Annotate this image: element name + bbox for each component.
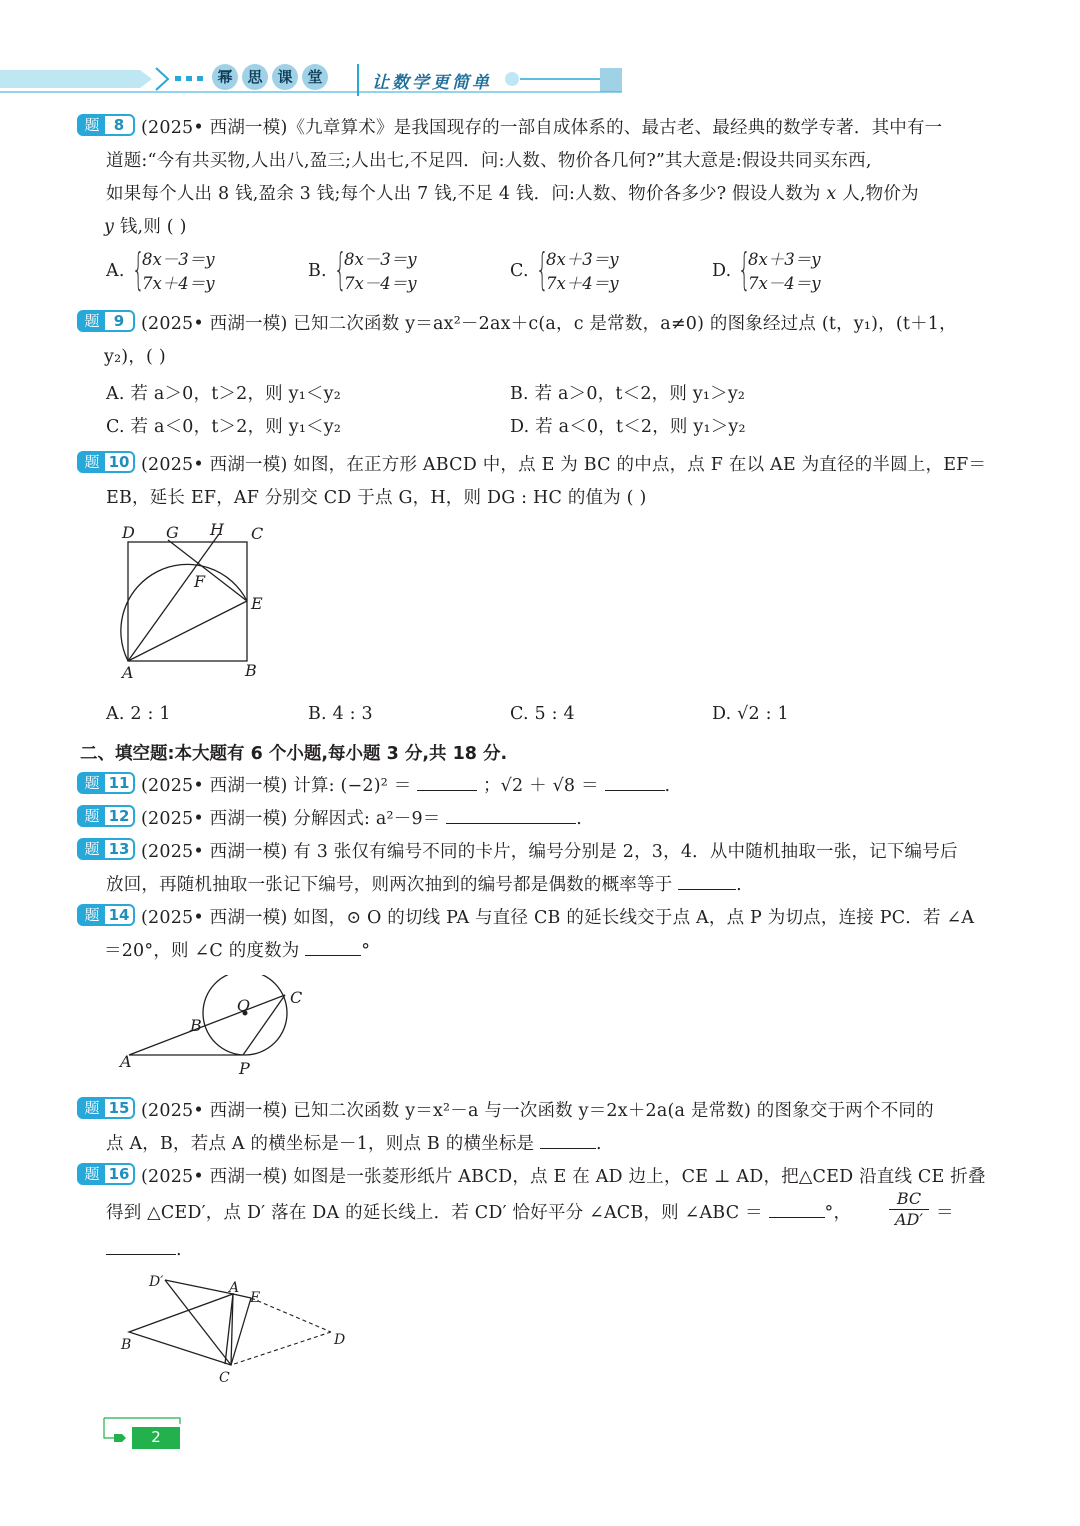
q9-option-b[interactable]: B. 若 a＞0，t＜2，则 y₁＞y₂ — [510, 384, 746, 404]
fig16-label-dprime: D′ — [149, 1274, 164, 1290]
fig16-label-b: B — [121, 1337, 132, 1353]
q15-line1: (2025• 西湖一模) 已知二次函数 y＝x²－a 与一次函数 y＝2x＋2a(a 是常数) 的图象交于两个不同的 — [141, 1101, 934, 1121]
q13-line1: (2025• 西湖一模) 有 3 张仅有编号不同的卡片，编号分别是 2，3，4．从中随机抽取一张，记下编号后 — [141, 842, 958, 862]
question-tag-11: 题 11 — [77, 772, 135, 794]
q16-blank-2[interactable] — [106, 1240, 176, 1255]
fig16-label-d: D — [334, 1332, 346, 1348]
q8-line1: (2025• 西湖一模)《九章算术》是我国现存的一部自成体系的、最古老、最经典的数学专著．其中有一 — [141, 118, 943, 138]
q16-blank-1[interactable] — [769, 1203, 825, 1218]
q10-line1: (2025• 西湖一模) 如图，在正方形 ABCD 中，点 E 为 BC 的中点，点 F 在以 AE 为直径的半圆上，EF＝ — [141, 455, 987, 475]
q8-option-b[interactable]: B. { 8x－3＝y 7x－4＝y — [308, 244, 417, 295]
brand-char: 幂 — [212, 64, 238, 90]
q16-line3: . — [106, 1240, 182, 1260]
question-tag-15: 题 15 — [77, 1097, 135, 1119]
q11-text: (2025• 西湖一模) 计算: (−2)² ＝ ；√2 ＋ √8 ＝ . — [141, 776, 671, 796]
question-tag-12: 题 12 — [77, 805, 135, 827]
q11-blank-1[interactable] — [417, 776, 477, 791]
question-tag-9: 题 9 — [77, 310, 135, 332]
q14-blank[interactable] — [305, 941, 361, 956]
header-slogan: 让数学更简单 — [372, 73, 492, 93]
q14-line1: (2025• 西湖一模) 如图，⊙ O 的切线 PA 与直径 CB 的延长线交于点 A，点 P 为切点，连接 PC．若 ∠A — [141, 908, 975, 928]
question-tag-13: 题 13 — [77, 838, 135, 860]
q10-figure-square — [110, 518, 290, 688]
q8-line3: 如果每个人出 8 钱,盈余 3 钱;每个人出 7 钱,不足 4 钱．问:人数、物价各多少? 假设人数为 x 人,物价为 — [106, 184, 919, 204]
question-tag-16: 题 16 — [77, 1163, 135, 1185]
footer-page-badge — [100, 1414, 182, 1450]
q9-line1: (2025• 西湖一模) 已知二次函数 y＝ax²－2ax＋c(a，c 是常数，a≠0) 的图象经过点 (t，y₁)，(t＋1， — [141, 314, 957, 334]
header-ribbon — [0, 60, 1080, 100]
header-bar — [0, 60, 1080, 100]
brand-char: 堂 — [302, 64, 328, 90]
q10-option-a[interactable]: A. 2 : 1 — [106, 704, 171, 724]
q9-option-d[interactable]: D. 若 a＜0，t＜2，则 y₁＞y₂ — [510, 417, 746, 437]
section2-title: 二、填空题:本大题有 6 个小题,每小题 3 分,共 18 分. — [80, 744, 508, 764]
fig16-label-c: C — [219, 1370, 230, 1386]
fig10-label-a: A — [122, 663, 134, 682]
q16-line1: (2025• 西湖一模) 如图是一张菱形纸片 ABCD，点 E 在 AD 边上，CE ⊥ AD，把△CED 沿直线 CE 折叠 — [141, 1167, 986, 1187]
fig10-label-f: F — [194, 572, 206, 591]
q16-line2: 得到 △CED′，点 D′ 落在 DA 的延长线上．若 CD′ 恰好平分 ∠ACB，则 ∠ABC ＝ °， — [106, 1203, 852, 1223]
q16-fraction: BC AD′ — [889, 1189, 929, 1230]
fig16-label-a: A — [229, 1280, 240, 1296]
question-tag-8: 题 8 — [77, 114, 135, 136]
q8-line2: 道题:“今有共买物,人出八,盈三;人出七,不足四．问:人数、物价各几何?”其大意是:假设共同买东西, — [106, 151, 872, 171]
fig16-label-e: E — [250, 1290, 261, 1306]
fig10-label-e: E — [251, 594, 263, 613]
fig10-label-c: C — [251, 524, 264, 543]
q8-line4: y 钱,则 ( ) — [104, 217, 187, 237]
q10-option-b[interactable]: B. 4 : 3 — [308, 704, 373, 724]
fig14-label-o: O — [237, 996, 251, 1015]
brand-logo — [212, 64, 328, 90]
q8-option-a[interactable]: A. { 8x－3＝y 7x＋4＝y — [106, 244, 215, 295]
q10-option-d[interactable]: D. √2 : 1 — [712, 704, 789, 724]
fig10-label-h: H — [210, 520, 224, 539]
q8-option-c[interactable]: C. { 8x＋3＝y 7x＋4＝y — [510, 244, 619, 295]
brand-char: 思 — [242, 64, 268, 90]
fig10-label-b: B — [245, 661, 257, 680]
fig10-label-d: D — [122, 523, 135, 542]
q13-blank[interactable] — [678, 875, 736, 890]
fig14-label-a: A — [120, 1052, 132, 1071]
page-number: 2 — [151, 1428, 161, 1446]
q9-line2: y₂)，( ) — [104, 347, 166, 367]
q9-option-a[interactable]: A. 若 a＞0，t＞2，则 y₁＜y₂ — [106, 384, 341, 404]
q9-option-c[interactable]: C. 若 a＜0，t＞2，则 y₁＜y₂ — [106, 417, 342, 437]
q14-figure-circle — [115, 975, 345, 1075]
q16-figure-rhombus — [115, 1272, 375, 1387]
q13-line2: 放回，再随机抽取一张记下编号，则两次抽到的编号都是偶数的概率等于 . — [106, 875, 742, 895]
question-tag-14: 题 14 — [77, 904, 135, 926]
q12-blank[interactable] — [446, 809, 576, 824]
fig10-label-g: G — [166, 523, 179, 542]
q16-equals: ＝ — [936, 1203, 954, 1223]
q15-blank[interactable] — [540, 1134, 596, 1149]
q10-line2: EB，延长 EF，AF 分别交 CD 于点 G，H，则 DG : HC 的值为 ( ) — [106, 488, 647, 508]
q12-text: (2025• 西湖一模) 分解因式: a²－9＝ . — [141, 809, 583, 829]
fig14-label-p: P — [239, 1059, 250, 1075]
fig14-label-c: C — [290, 988, 303, 1007]
q15-line2: 点 A，B，若点 A 的横坐标是－1，则点 B 的横坐标是 . — [106, 1134, 602, 1154]
fig14-label-b: B — [190, 1016, 202, 1035]
q10-option-c[interactable]: C. 5 : 4 — [510, 704, 575, 724]
question-tag-10: 题 10 — [77, 451, 135, 473]
brand-char: 课 — [272, 64, 298, 90]
q11-blank-2[interactable] — [605, 776, 665, 791]
q14-line2: ＝20°，则 ∠C 的度数为 ° — [104, 941, 371, 961]
q8-option-d[interactable]: D. { 8x＋3＝y 7x－4＝y — [712, 244, 821, 295]
